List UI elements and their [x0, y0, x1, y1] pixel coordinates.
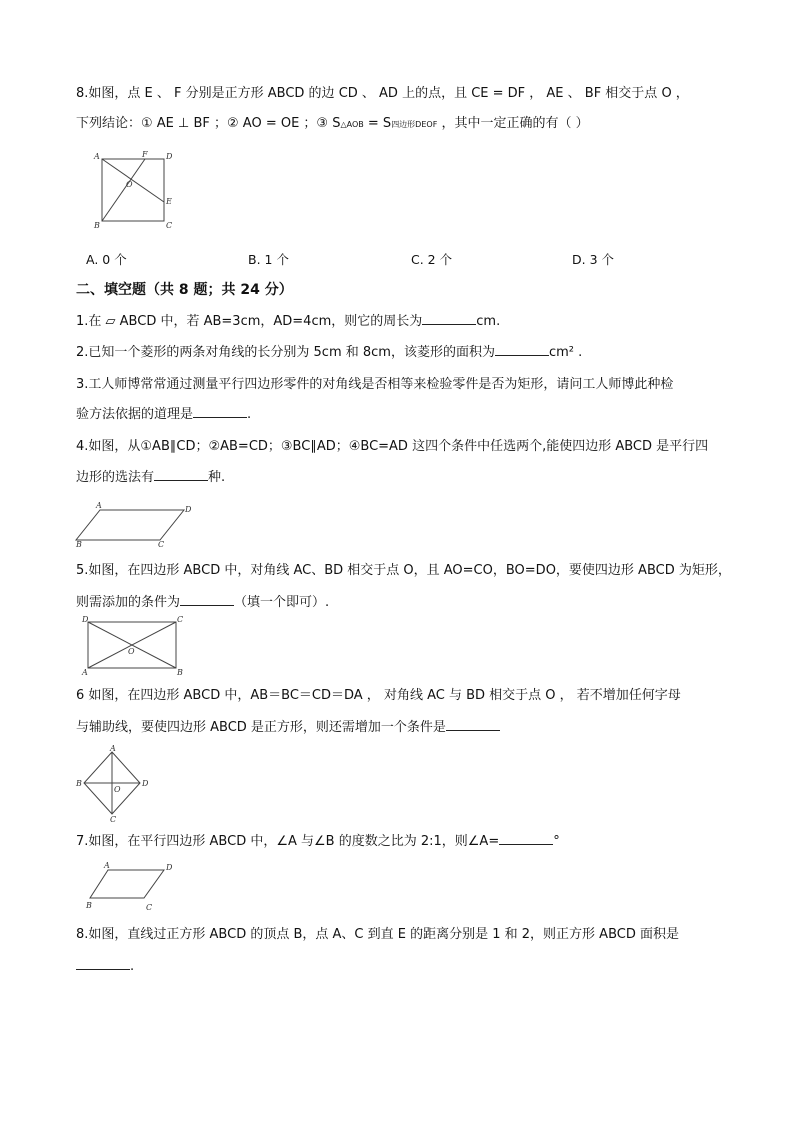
q7-label-c: C — [146, 903, 153, 912]
q7-figure-parallelogram — [84, 858, 180, 912]
q8a-label-o: O — [126, 180, 133, 189]
q8a-line1: 8.如图，点 E 、 F 分别是正方形 ABCD 的边 CD 、 AD 上的点，且 CE = DF ， AE 、 BF 相交于点 O ， — [76, 86, 689, 101]
q6-figure-rhombus — [76, 746, 152, 822]
q5-label-c: C — [177, 615, 184, 624]
q4-line1: 4.如图，从①AB∥CD；②AB=CD；③BC∥AD；④BC=AD 这四个条件中任选两个,能使四边形 ABCD 是平行四 — [76, 439, 709, 454]
q2-answer-blank[interactable] — [495, 343, 549, 356]
option-b[interactable]: B. 1 个 — [248, 252, 289, 267]
section-heading: 二、填空题（共 8 题；共 24 分） — [76, 282, 293, 298]
q4-line2: 边形的选法有 种. — [76, 470, 226, 485]
q1-text: 1.在 ▱ ABCD 中，若 AB=3cm，AD=4cm，则它的周长为 cm. — [76, 314, 501, 329]
option-c[interactable]: C. 2 个 — [411, 252, 453, 267]
q8a-label-a: A — [94, 152, 100, 161]
q8b-line2: . — [76, 957, 134, 976]
q6-line2: 与辅助线，要使四边形 ABCD 是正方形，则还需增加一个条件是 — [76, 718, 500, 737]
q8b-answer-blank[interactable] — [76, 957, 130, 970]
q7-answer-blank[interactable] — [499, 832, 553, 845]
option-d[interactable]: D. 3 个 — [572, 252, 614, 267]
q3-answer-blank[interactable] — [193, 405, 247, 418]
q8a-label-e: E — [166, 197, 172, 206]
q3-line1: 3.工人师博常常通过测量平行四边形零件的对角线是否相等来检验零件是否为矩形，请问工人师博此种检 — [76, 377, 674, 392]
q7-label-b: B — [86, 901, 92, 910]
q8a-label-b: B — [94, 221, 100, 230]
q4-label-b: B — [76, 540, 82, 549]
q6-label-d: D — [142, 779, 149, 788]
q5-label-o: O — [128, 647, 135, 656]
q8a-label-c: C — [166, 221, 173, 230]
q6-label-b: B — [76, 779, 82, 788]
q7-label-a: A — [104, 861, 110, 870]
q6-line1: 6 如图，在四边形 ABCD 中，AB＝BC＝CD＝DA ， 对角线 AC 与 BD 相交于点 O ， 若不增加任何字母 — [76, 688, 681, 703]
q7-text: 7.如图，在平行四边形 ABCD 中，∠A 与∠B 的度数之比为 2:1，则∠A= ° — [76, 834, 560, 849]
q5-label-b: B — [177, 668, 183, 677]
q8a-label-f: F — [142, 150, 148, 159]
q8a-line2: 下列结论：① AE ⊥ BF ；② AO = OE ；③ S△AOB = S四边形DEOF ，其中一定正确的有（ ） — [76, 116, 589, 131]
q6-label-o: O — [114, 785, 121, 794]
q8a-figure-square — [92, 152, 182, 232]
q5-figure-rectangle — [80, 614, 190, 676]
q5-label-d: D — [82, 615, 89, 624]
q4-answer-blank[interactable] — [154, 468, 208, 481]
q2-text: 2.已知一个菱形的两条对角线的长分别为 5cm 和 8cm，该菱形的面积为 cm² . — [76, 345, 583, 360]
q8b-line1: 8.如图，直线过正方形 ABCD 的顶点 B，点 A、C 到直 E 的距离分别是 1 和 2，则正方形 ABCD 面积是 — [76, 927, 679, 942]
q4-label-c: C — [158, 540, 165, 549]
q5-line2: 则需添加的条件为 （填一个即可）. — [76, 595, 330, 610]
q7-label-d: D — [166, 863, 173, 872]
q4-label-d: D — [185, 505, 192, 514]
option-a[interactable]: A. 0 个 — [86, 252, 127, 267]
q3-line2: 验方法依据的道理是 . — [76, 407, 252, 422]
q5-line1: 5.如图，在四边形 ABCD 中，对角线 AC、BD 相交于点 O，且 AO=CO，BO=DO，要使四边形 ABCD 为矩形， — [76, 563, 731, 578]
q4-figure-parallelogram — [76, 500, 196, 549]
q4-label-a: A — [96, 501, 102, 510]
q5-label-a: A — [82, 668, 88, 677]
q5-answer-blank[interactable] — [180, 593, 234, 606]
q1-answer-blank[interactable] — [422, 312, 476, 325]
q6-label-c: C — [110, 815, 117, 824]
q6-answer-blank[interactable] — [446, 718, 500, 731]
q6-label-a: A — [110, 744, 116, 753]
q8a-label-d: D — [166, 152, 173, 161]
